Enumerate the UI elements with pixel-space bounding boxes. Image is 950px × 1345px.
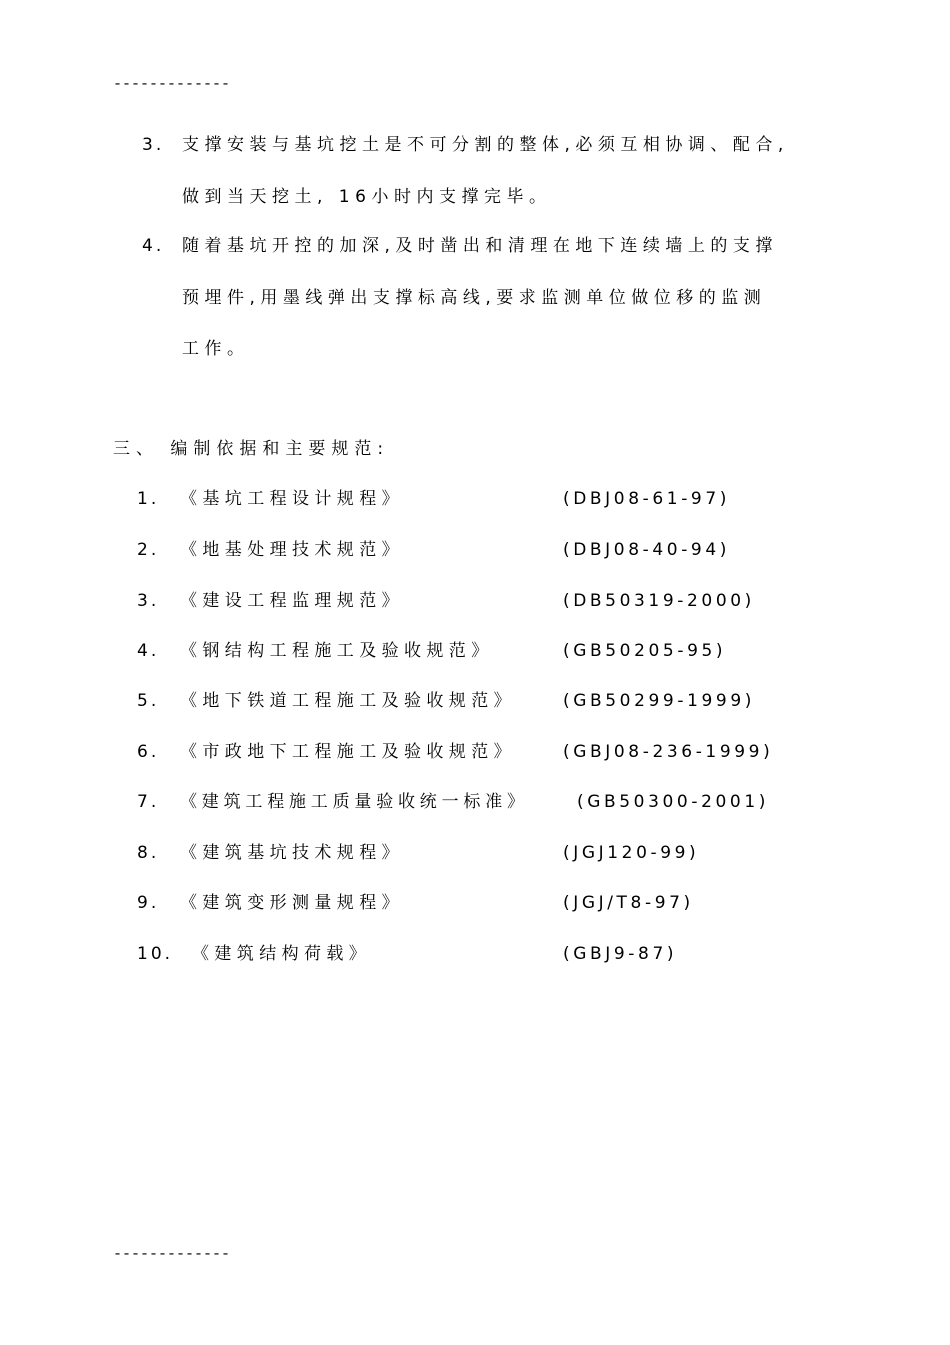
reference-title: 《建筑变形测量规程》 — [180, 893, 404, 913]
section-title: 三、 编制依据和主要规范: — [113, 439, 390, 459]
item-number-4: 4. — [142, 236, 165, 256]
item-number-3: 3. — [142, 135, 165, 155]
reference-code: (GB50299-1999) — [563, 691, 755, 711]
footer-rule: ------------- — [113, 1246, 231, 1263]
reference-number: 6. — [137, 742, 160, 762]
header-rule: ------------- — [113, 76, 231, 93]
reference-number: 3. — [137, 591, 160, 611]
reference-number: 2. — [137, 540, 160, 560]
item-3-line-1: 支撑安装与基坑挖土是不可分割的整体,必须互相协调、配合, — [182, 135, 789, 155]
reference-number: 8. — [137, 843, 160, 863]
item-4-line-1: 随着基坑开控的加深,及时凿出和清理在地下连续墙上的支撑 — [182, 236, 778, 256]
reference-title: 《地下铁道工程施工及验收规范》 — [180, 691, 516, 711]
reference-number: 7. — [137, 792, 160, 812]
reference-code: (GBJ08-236-1999) — [563, 742, 774, 762]
reference-title: 《建筑基坑技术规程》 — [180, 843, 404, 863]
reference-number: 5. — [137, 691, 160, 711]
reference-title: 《钢结构工程施工及验收规范》 — [180, 641, 494, 661]
reference-title: 《基坑工程设计规程》 — [180, 489, 404, 509]
item-4-line-2: 预埋件,用墨线弹出支撑标高线,要求监测单位做位移的监测 — [182, 288, 767, 308]
reference-code: (DB50319-2000) — [563, 591, 755, 611]
reference-code: (DBJ08-40-94) — [563, 540, 730, 560]
reference-code: (JGJ120-99) — [563, 843, 700, 863]
reference-title: 《建筑工程施工质量验收统一标准》 — [180, 792, 529, 812]
reference-code: (JGJ/T8-97) — [563, 893, 694, 913]
reference-code: (GB50300-2001) — [577, 792, 769, 812]
reference-number: 1. — [137, 489, 160, 509]
reference-code: (GB50205-95) — [563, 641, 727, 661]
item-3-line-2: 做到当天挖土, 16小时内支撑完毕。 — [182, 187, 552, 207]
reference-number: 10. — [137, 944, 174, 964]
reference-code: (GBJ9-87) — [563, 944, 678, 964]
reference-title: 《建筑结构荷载》 — [192, 944, 372, 964]
item-4-line-3: 工作。 — [182, 339, 250, 359]
reference-title: 《建设工程监理规范》 — [180, 591, 404, 611]
reference-title: 《地基处理技术规范》 — [180, 540, 404, 560]
reference-code: (DBJ08-61-97) — [563, 489, 730, 509]
reference-number: 9. — [137, 893, 160, 913]
reference-title: 《市政地下工程施工及验收规范》 — [180, 742, 516, 762]
reference-number: 4. — [137, 641, 160, 661]
